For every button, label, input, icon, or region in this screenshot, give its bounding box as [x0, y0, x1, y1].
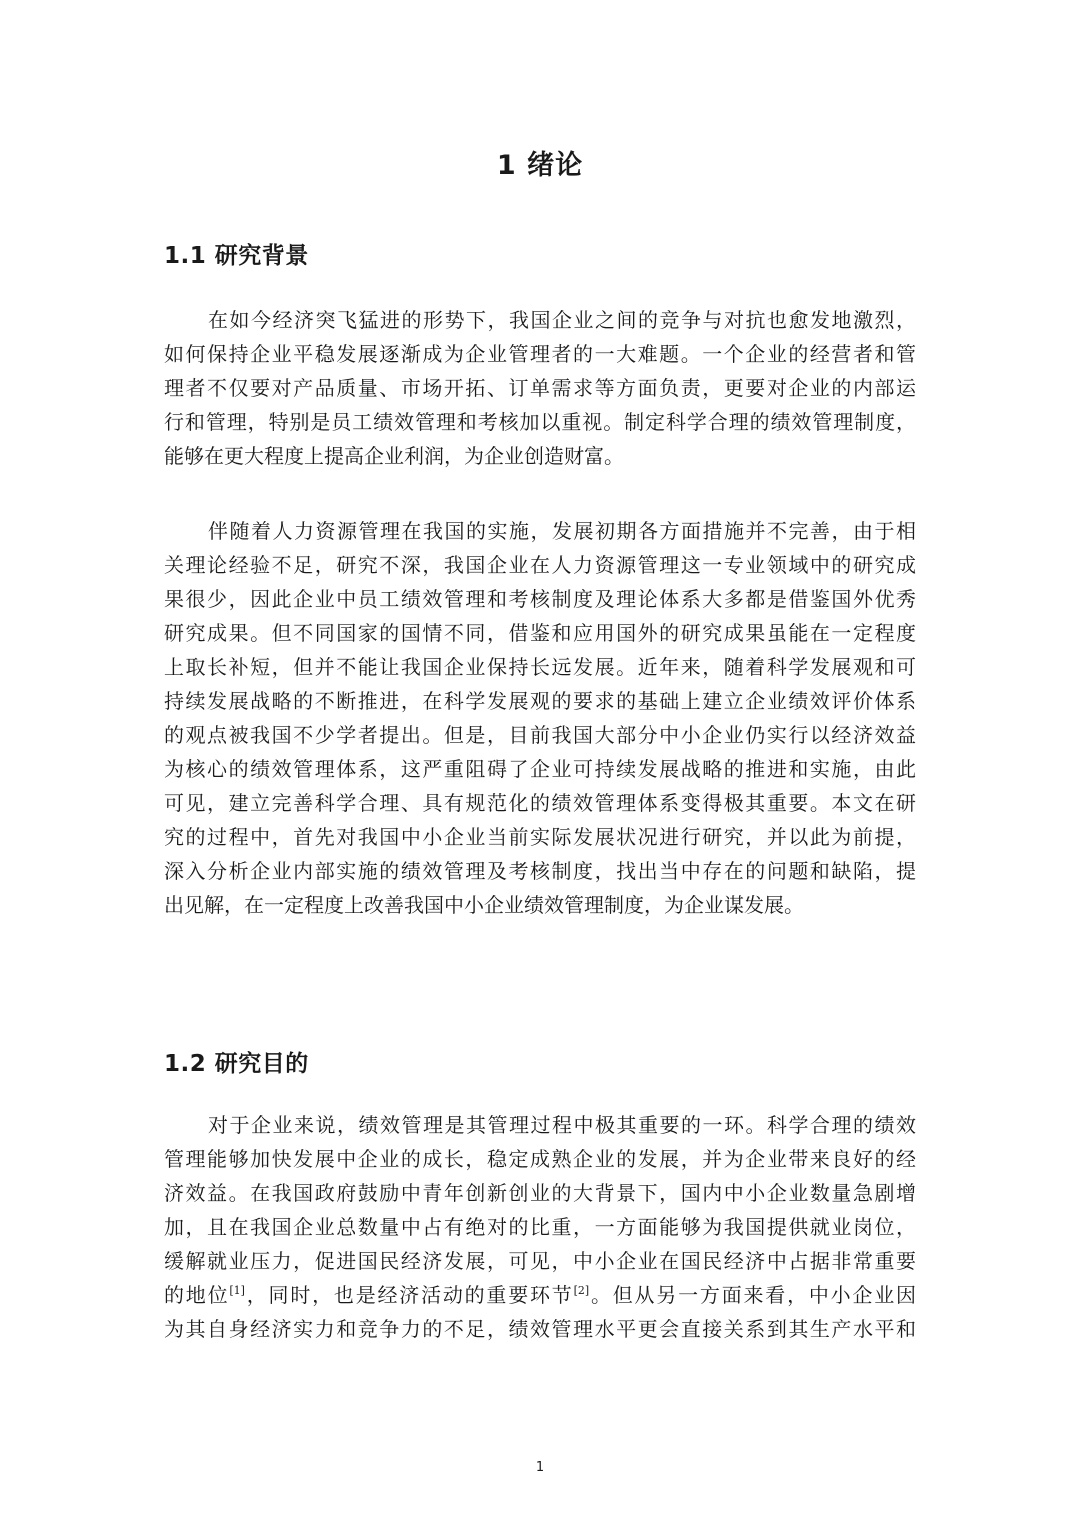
page-number: 1	[535, 1460, 545, 1475]
text-line: 深入分析企业内部实施的绩效管理及考核制度，找出当中存在的问题和缺陷，提	[164, 859, 916, 883]
text-line-with-citations	[164, 1278, 916, 1312]
text-line: 关理论经验不足，研究不深，我国企业在人力资源管理这一专业领域中的研究成	[164, 553, 916, 577]
text-line: 为其自身经济实力和竞争力的不足，绩效管理水平更会直接关系到其生产水平和	[164, 1317, 916, 1341]
text-line: 管理能够加快发展中企业的成长，稳定成熟企业的发展，并为企业带来良好的经	[164, 1147, 916, 1171]
text-line: 研究成果。但不同国家的国情不同，借鉴和应用国外的研究成果虽能在一定程度	[164, 621, 916, 645]
text-line: 如何保持企业平稳发展逐渐成为企业管理者的一大难题。一个企业的经营者和管	[164, 342, 916, 366]
text-line: 持续发展战略的不断推进，在科学发展观的要求的基础上建立企业绩效评价体系	[164, 689, 916, 713]
text-line: 的观点被我国不少学者提出。但是，目前我国大部分中小企业仍实行以经济效益	[164, 723, 916, 747]
text-line: 上取长补短，但并不能让我国企业保持长远发展。近年来，随着科学发展观和可	[164, 655, 916, 679]
text-line: 行和管理，特别是员工绩效管理和考核加以重视。制定科学合理的绩效管理制度，	[164, 410, 916, 434]
text-segment: 的地位	[164, 1283, 230, 1307]
text-line: 能够在更大程度上提高企业利润，为企业创造财富。	[164, 444, 624, 468]
text-line: 对于企业来说，绩效管理是其管理过程中极其重要的一环。科学合理的绩效	[208, 1113, 916, 1137]
text-line: 为核心的绩效管理体系，这严重阻碍了企业可持续发展战略的推进和实施，由此	[164, 757, 916, 781]
paragraph-background-1	[164, 303, 916, 473]
text-line: 济效益。在我国政府鼓励中青年创新创业的大背景下，国内中小企业数量急剧增	[164, 1181, 916, 1205]
text-line: 出见解，在一定程度上改善我国中小企业绩效管理制度，为企业谋发展。	[164, 893, 804, 917]
text-line: 在如今经济突飞猛进的形势下，我国企业之间的竞争与对抗也愈发地激烈，	[208, 308, 916, 332]
text-line: 加，且在我国企业总数量中占有绝对的比重，一方面能够为我国提供就业岗位，	[164, 1215, 916, 1239]
text-line: 理者不仅要对产品质量、市场开拓、订单需求等方面负责，更要对企业的内部运	[164, 376, 916, 400]
text-segment: ，同时，也是经济活动的重要环节	[244, 1283, 574, 1307]
citation-reference-2: [2]	[573, 1284, 590, 1297]
text-line: 究的过程中，首先对我国中小企业当前实际发展状况进行研究，并以此为前提，	[164, 825, 916, 849]
text-line: 缓解就业压力，促进国民经济发展，可见，中小企业在国民经济中占据非常重要	[164, 1249, 916, 1273]
section-title-1-2: 1.2 研究目的	[164, 1051, 309, 1077]
paragraph-background-2	[164, 514, 916, 922]
text-line: 可见，建立完善科学合理、具有规范化的绩效管理体系变得极其重要。本文在研	[164, 791, 916, 815]
text-line: 伴随着人力资源管理在我国的实施，发展初期各方面措施并不完善，由于相	[208, 519, 916, 543]
paragraph-purpose-1	[164, 1108, 916, 1346]
text-line: 果很少，因此企业中员工绩效管理和考核制度及理论体系大多都是借鉴国外优秀	[164, 587, 916, 611]
citation-reference-1: [1]	[229, 1284, 245, 1297]
text-segment: 。但从另一方面来看，中小企业因	[589, 1283, 916, 1307]
section-title-1-1: 1.1 研究背景	[164, 243, 309, 269]
chapter-title: 1 绪论	[496, 150, 584, 181]
